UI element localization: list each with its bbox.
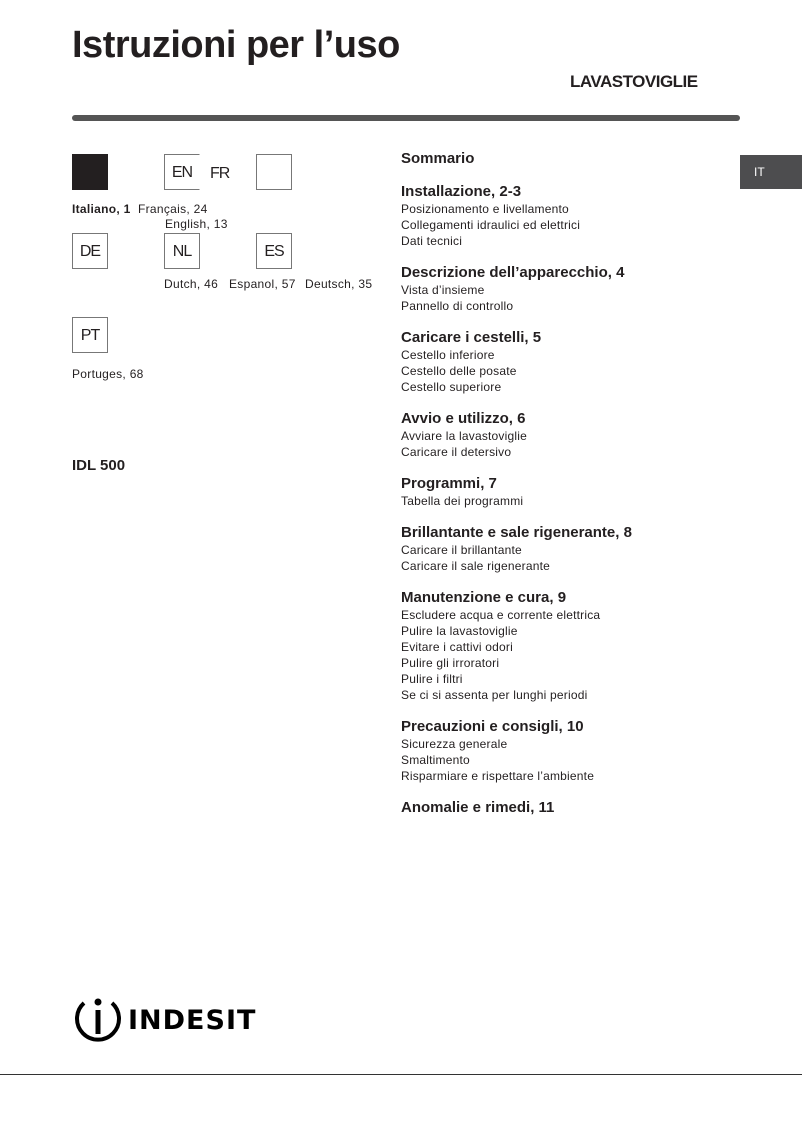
footer-divider	[0, 1074, 802, 1075]
language-box-pt[interactable]: PT	[72, 317, 108, 353]
brand-name: INDESIT	[128, 1005, 257, 1036]
language-box-nl[interactable]: NL	[164, 233, 200, 269]
toc-item[interactable]: Sicurezza generale	[401, 737, 508, 751]
toc-section	[401, 589, 731, 703]
toc-item[interactable]: Collegamenti idraulici ed elettrici	[401, 218, 581, 232]
toc-item[interactable]: Evitare i cattivi odori	[401, 640, 513, 654]
toc-section	[401, 524, 731, 574]
toc-section	[401, 183, 731, 249]
toc-item[interactable]: Pulire gli irroratori	[401, 656, 500, 670]
toc-item[interactable]: Tabella dei programmi	[401, 494, 524, 508]
toc-section	[401, 475, 731, 509]
toc-item[interactable]: Se ci si assenta per lunghi periodi	[401, 688, 588, 702]
product-category: LAVASTOVIGLIE	[570, 72, 698, 91]
toc-section-heading[interactable]: Descrizione dell’apparecchio, 4	[401, 264, 625, 281]
language-label-portuges: Portuges, 68	[72, 367, 144, 381]
table-of-contents	[401, 150, 731, 817]
toc-section	[401, 410, 731, 460]
toc-section-heading[interactable]: Brillantante e sale rigenerante, 8	[401, 524, 632, 541]
header-divider	[72, 115, 740, 121]
language-tab-it: IT	[740, 155, 802, 189]
toc-section-heading[interactable]: Manutenzione e cura, 9	[401, 589, 567, 606]
toc-item[interactable]: Caricare il brillantante	[401, 543, 522, 557]
toc-item[interactable]: Caricare il detersivo	[401, 445, 512, 459]
toc-section-heading[interactable]: Avvio e utilizzo, 6	[401, 410, 526, 427]
language-label-italiano: Italiano, 1	[72, 202, 131, 216]
language-label-english: English, 13	[165, 217, 228, 231]
toc-section-heading[interactable]: Caricare i cestelli, 5	[401, 329, 542, 346]
indesit-power-icon	[72, 995, 124, 1047]
language-label-francais: Français, 24	[138, 202, 208, 216]
toc-item[interactable]: Avviare la lavastoviglie	[401, 429, 527, 443]
toc-item[interactable]: Dati tecnici	[401, 234, 463, 248]
toc-item[interactable]: Cestello inferiore	[401, 348, 495, 362]
toc-section	[401, 264, 731, 314]
language-box-blank[interactable]	[256, 154, 292, 190]
language-box-italiano[interactable]	[72, 154, 108, 190]
toc-item[interactable]: Cestello superiore	[401, 380, 502, 394]
indesit-logo	[72, 995, 256, 1047]
model-number: IDL 500	[72, 457, 126, 474]
toc-section	[401, 718, 731, 784]
toc-section-heading[interactable]: Anomalie e rimedi, 11	[401, 799, 555, 816]
toc-item[interactable]: Caricare il sale rigenerante	[401, 559, 551, 573]
toc-section-heading[interactable]: Programmi, 7	[401, 475, 497, 492]
language-label-dutch: Dutch, 46	[164, 277, 219, 291]
toc-item[interactable]: Posizionamento e livellamento	[401, 202, 569, 216]
language-box-es[interactable]: ES	[256, 233, 292, 269]
language-code-fr[interactable]: FR	[210, 165, 230, 182]
language-label-espanol: Espanol, 57	[229, 277, 296, 291]
language-box-en[interactable]: EN	[164, 154, 200, 190]
toc-item[interactable]: Pannello di controllo	[401, 299, 514, 313]
toc-section	[401, 799, 731, 817]
toc-section-heading[interactable]: Precauzioni e consigli, 10	[401, 718, 584, 735]
toc-item[interactable]: Risparmiare e rispettare l’ambiente	[401, 769, 595, 783]
toc-title: Sommario	[401, 150, 475, 167]
toc-item[interactable]: Cestello delle posate	[401, 364, 517, 378]
language-box-de[interactable]: DE	[72, 233, 108, 269]
language-label-deutsch: Deutsch, 35	[305, 277, 373, 291]
toc-item[interactable]: Smaltimento	[401, 753, 470, 767]
toc-item[interactable]: Pulire i filtri	[401, 672, 463, 686]
toc-item[interactable]: Vista d’insieme	[401, 283, 485, 297]
toc-section-heading[interactable]: Installazione, 2-3	[401, 183, 522, 200]
toc-section	[401, 329, 731, 395]
page-title: Istruzioni per l’uso	[72, 24, 400, 66]
toc-item[interactable]: Escludere acqua e corrente elettrica	[401, 608, 601, 622]
toc-item[interactable]: Pulire la lavastoviglie	[401, 624, 518, 638]
